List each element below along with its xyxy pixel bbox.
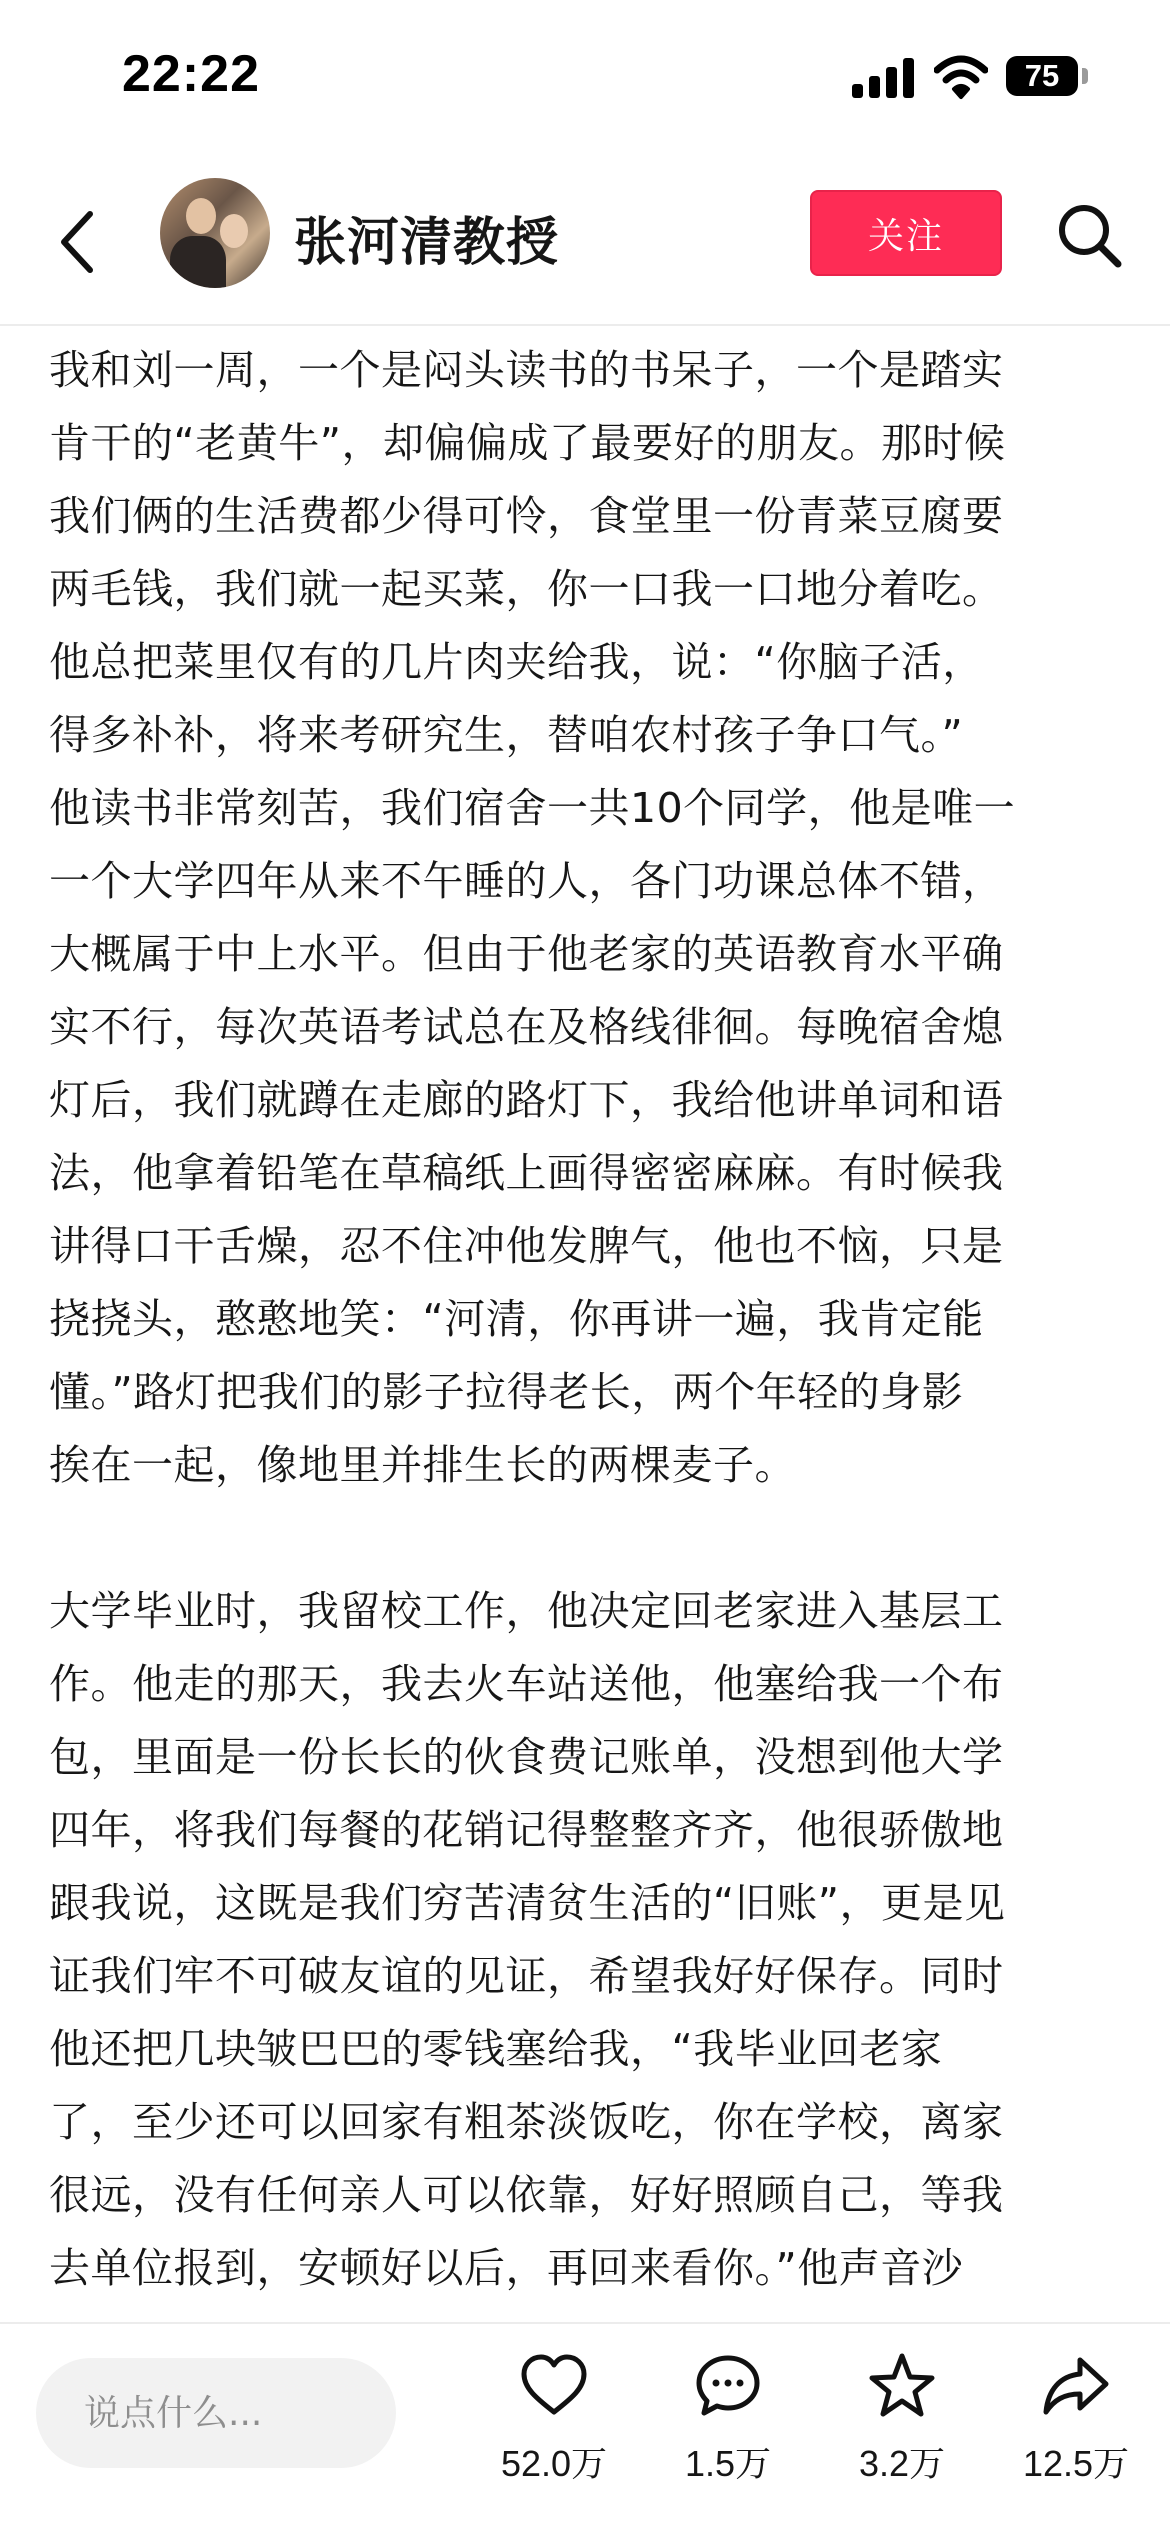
- search-icon[interactable]: [1054, 200, 1124, 270]
- bottom-action-bar: [0, 2322, 1170, 2532]
- article-body: [49, 334, 1129, 2324]
- avatar[interactable]: [160, 178, 270, 288]
- cellular-signal-icon: [852, 58, 914, 98]
- status-bar: [0, 0, 1170, 160]
- favorite-count: 3.2万: [858, 2443, 946, 2484]
- comment-button[interactable]: [648, 2350, 808, 2520]
- battery-tip: [1082, 68, 1088, 84]
- comment-count: 1.5万: [684, 2443, 772, 2484]
- comment-input[interactable]: [36, 2358, 396, 2468]
- battery-level: 75: [1024, 58, 1060, 93]
- article-paragraph: 大学毕业时，我留校工作，他决定回老家进入基层工 作。他走的那天，我去火车站送他，他塞给我一个布 包，里面是一份长长的伙食费记账单，没想到他大学 四年，将我们每餐的花销记得整整齐齐，他很骄傲地 跟我说，这既是我们穷苦清贫生活的“旧账”，更是见 证我们牢不可破友谊的见证，希望我好好保存。同时 他还把几块皱巴巴的零钱塞给我，“我毕业回老家 了，至少还可以回家有粗茶淡饭吃，你在学校，离家 很远，没有任何亲人可以依靠，好好照顾自己，等我 去单位报到，安顿好以后，再回来看你。”他声音沙: [49, 1587, 1006, 2292]
- favorite-button[interactable]: [822, 2350, 982, 2520]
- comment-bubble-icon: [692, 2350, 764, 2422]
- wifi-icon: [934, 54, 988, 100]
- back-chevron-icon[interactable]: [50, 204, 106, 280]
- heart-icon: [518, 2350, 590, 2422]
- like-button[interactable]: [474, 2350, 634, 2520]
- share-count: 12.5万: [1022, 2443, 1130, 2484]
- article-paragraph: 我和刘一周，一个是闷头读书的书呆子，一个是踏实 肯干的“老黄牛”，却偏偏成了最要好的朋友。那时候 我们俩的生活费都少得可怜，食堂里一份青菜豆腐要 两毛钱，我们就一起买菜，你一口我一口地分着吃。 他总把菜里仅有的几片肉夹给我，说：“你脑子活， 得多补补，将来考研究生，替咱农村孩子争口气。” 他读书非常刻苦，我们宿舍一共10个同学，他是唯一 一个大学四年从来不午睡的人，各门功课总体不错， 大概属于中上水平。但由于他老家的英语教育水平确 实不行，每次英语考试总在及格线徘徊。每晚宿舍熄 灯后，我们就蹲在走廊的路灯下，我给他讲单词和语 法，他拿着铅笔在草稿纸上画得密密麻麻。有时候我 讲得口干舌燥，忍不住冲他发脾气，他也不恼，只是 挠挠头，憨憨地笑：“河清，你再讲一遍，我肯定能 懂。”路灯把我们的影子拉得老长，两个年轻的身影 挨在一起，像地里并排生长的两棵麦子。: [49, 346, 1016, 1489]
- follow-button[interactable]: 关注: [810, 190, 1002, 276]
- share-button[interactable]: [996, 2350, 1156, 2520]
- battery-icon: [1006, 56, 1078, 96]
- post-header: [0, 160, 1170, 326]
- star-icon: [866, 2350, 938, 2422]
- share-arrow-icon: [1040, 2350, 1112, 2422]
- account-name[interactable]: 张河清教授: [294, 213, 560, 273]
- like-count: 52.0万: [500, 2443, 608, 2484]
- status-time: 22:22: [122, 45, 260, 103]
